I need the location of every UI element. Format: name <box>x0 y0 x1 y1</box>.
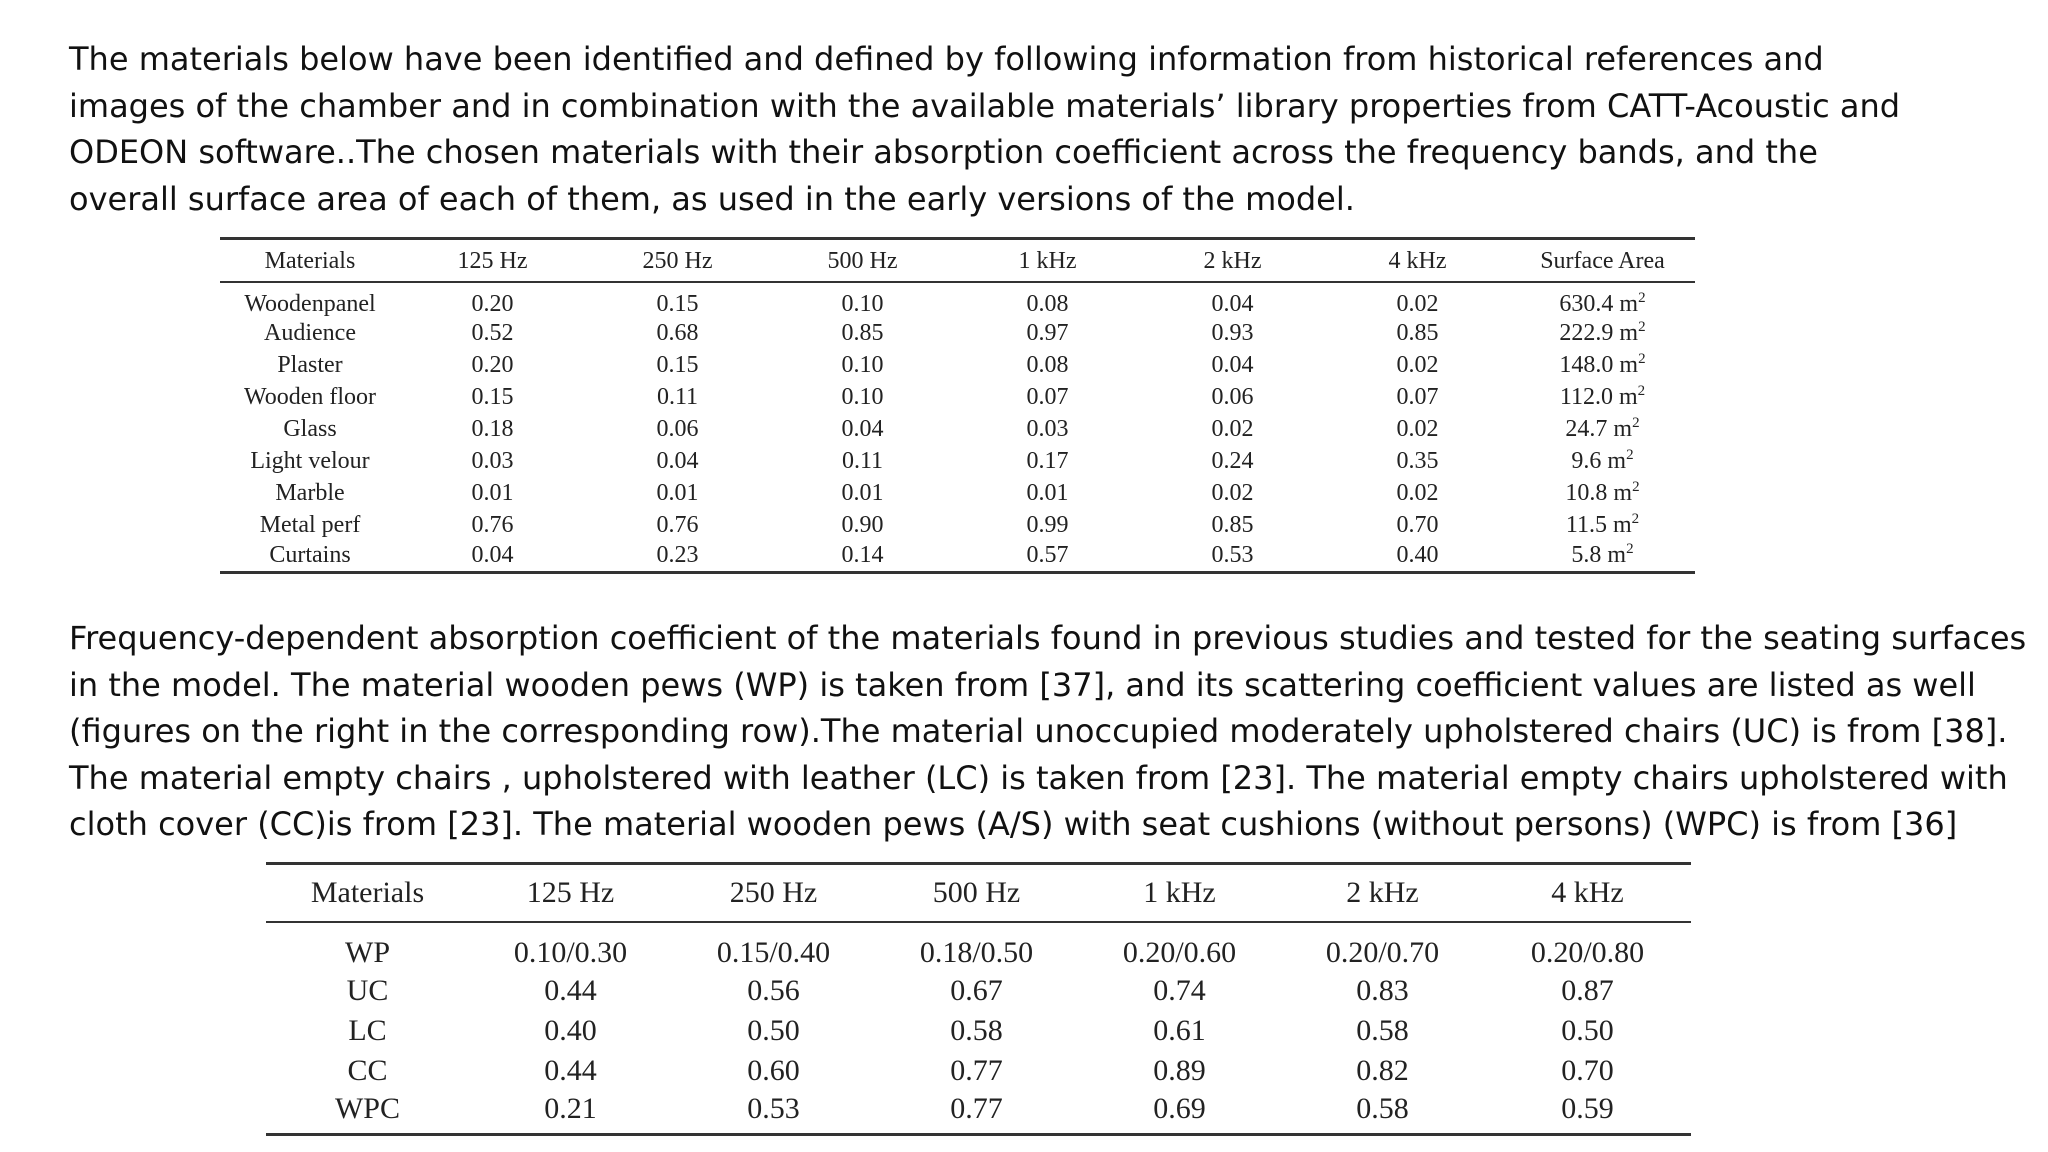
paragraph-line: ODEON software..The chosen materials with their absorption coefficient across the frequency bands, and the <box>69 133 1818 171</box>
table-body <box>220 282 1695 573</box>
absorption-cell: 0.10 <box>841 383 884 410</box>
absorption-cell: 0.40 <box>544 1013 597 1047</box>
column-header: 500 Hz <box>932 875 1021 909</box>
surface-area-value: 24.7 <box>1565 415 1608 442</box>
table-row <box>266 971 1691 1011</box>
absorption-cell: 0.87 <box>1561 973 1614 1007</box>
absorption-cell: 0.24 <box>1211 447 1254 474</box>
absorption-cell: 0.04 <box>1211 290 1254 317</box>
material-name-cell: Audience <box>264 319 356 346</box>
absorption-cell: 0.15/0.40 <box>716 935 831 969</box>
paragraph-line: Frequency-dependent absorption coefficient of the materials found in previous studies and tested for the seating surfaces <box>69 619 2027 657</box>
absorption-cell: 0.20/0.80 <box>1530 935 1645 969</box>
absorption-cell: 0.20/0.70 <box>1325 935 1440 969</box>
absorption-cell: 0.06 <box>1211 383 1254 410</box>
absorption-cell: 0.11 <box>656 383 699 410</box>
absorption-cell: 0.70 <box>1396 511 1439 538</box>
material-name-cell: Light velour <box>250 447 370 474</box>
table-row <box>220 349 1695 381</box>
table-row <box>220 381 1695 413</box>
absorption-cell: 0.04 <box>656 447 699 474</box>
surface-area-value: 10.8 <box>1565 479 1608 506</box>
paragraph-line: The materials below have been identified and defined by following information from historical references and <box>69 40 1824 78</box>
surface-area-cell <box>1510 381 1695 413</box>
absorption-cell: 0.07 <box>1396 383 1439 410</box>
intro-paragraph <box>69 36 1900 222</box>
absorption-cell: 0.58 <box>1356 1091 1409 1125</box>
column-header: 125 Hz <box>457 247 528 274</box>
absorption-cell: 0.03 <box>471 447 514 474</box>
absorption-cell: 0.58 <box>1356 1013 1409 1047</box>
column-header: Materials <box>310 875 425 909</box>
absorption-cell: 0.59 <box>1561 1091 1614 1125</box>
material-name-cell: Curtains <box>269 541 351 568</box>
absorption-cell: 0.08 <box>1026 351 1069 378</box>
table-row <box>266 1091 1691 1135</box>
area-unit-exponent: 2 <box>1626 540 1634 557</box>
absorption-cell: 0.06 <box>656 415 699 442</box>
absorption-cell: 0.69 <box>1153 1091 1206 1125</box>
absorption-cell: 0.20 <box>471 351 514 378</box>
absorption-cell: 0.76 <box>471 511 514 538</box>
area-unit: m <box>1619 351 1639 378</box>
material-name-cell: Glass <box>283 415 337 442</box>
column-header: 4 kHz <box>1388 247 1447 274</box>
material-name-cell: WPC <box>334 1091 400 1125</box>
table-row <box>220 413 1695 445</box>
absorption-cell: 0.85 <box>1396 319 1439 346</box>
absorption-cell: 0.17 <box>1026 447 1069 474</box>
area-unit: m <box>1613 479 1633 506</box>
area-unit: m <box>1619 290 1639 317</box>
absorption-cell: 0.02 <box>1396 415 1439 442</box>
absorption-cell: 0.70 <box>1561 1053 1614 1087</box>
material-name-cell: Wooden floor <box>243 383 377 410</box>
paragraph-line: in the model. The material wooden pews (WP) is taken from [37], and its scattering coefficient values are listed as well <box>69 665 1976 704</box>
column-header: Materials <box>264 247 356 274</box>
absorption-cell: 0.99 <box>1026 511 1069 538</box>
absorption-cell: 0.53 <box>747 1091 800 1125</box>
absorption-cell: 0.85 <box>841 319 884 346</box>
material-name-cell: LC <box>348 1013 387 1047</box>
absorption-cell: 0.10 <box>841 290 884 317</box>
absorption-cell: 0.82 <box>1356 1053 1409 1087</box>
absorption-cell: 0.93 <box>1211 319 1254 346</box>
absorption-cell: 0.56 <box>747 973 800 1007</box>
surface-area-value: 11.5 <box>1565 511 1607 538</box>
table-header-row <box>266 864 1691 922</box>
area-unit: m <box>1613 415 1633 442</box>
surface-area-cell <box>1510 413 1695 445</box>
surface-area-value: 148.0 <box>1559 351 1614 378</box>
absorption-cell: 0.90 <box>841 511 884 538</box>
absorption-cell: 0.68 <box>656 319 699 346</box>
absorption-cell: 0.67 <box>950 973 1003 1007</box>
absorption-cell: 0.18 <box>471 415 514 442</box>
area-unit: m <box>1607 447 1627 474</box>
seating-paragraph <box>69 615 2026 848</box>
area-unit-exponent: 2 <box>1632 414 1640 431</box>
seating-absorption-table <box>266 862 1691 1136</box>
material-name-cell: Plaster <box>277 351 343 378</box>
absorption-cell: 0.10 <box>841 351 884 378</box>
absorption-cell: 0.02 <box>1396 290 1439 317</box>
paragraph-line: images of the chamber and in combination with the available materials’ library properties from CATT-Acoustic and <box>69 86 1901 125</box>
table-row <box>220 477 1695 509</box>
surface-area-value: 9.6 <box>1571 447 1602 474</box>
absorption-cell: 0.83 <box>1356 973 1409 1007</box>
table-row <box>266 1051 1691 1091</box>
column-header: 125 Hz <box>526 875 615 909</box>
absorption-cell: 0.77 <box>950 1091 1003 1125</box>
absorption-cell: 0.58 <box>950 1013 1003 1047</box>
absorption-cell: 0.52 <box>471 319 514 346</box>
absorption-cell: 0.20/0.60 <box>1122 935 1237 969</box>
absorption-cell: 0.01 <box>841 479 884 506</box>
surface-area-value: 5.8 <box>1571 541 1602 568</box>
area-unit-exponent: 2 <box>1631 510 1640 527</box>
absorption-cell: 0.01 <box>1026 479 1069 506</box>
absorption-cell: 0.15 <box>656 351 699 378</box>
absorption-cell: 0.21 <box>544 1091 597 1125</box>
surface-area-cell <box>1510 477 1695 509</box>
area-unit-exponent: 2 <box>1637 382 1646 399</box>
absorption-cell: 0.02 <box>1396 351 1439 378</box>
surface-area-cell <box>1510 282 1695 317</box>
paragraph-line: (figures on the right in the corresponding row).The material unoccupied moderately upholstered chairs (UC) is from [38]. <box>69 712 2008 750</box>
surface-area-cell <box>1510 445 1695 477</box>
absorption-cell: 0.04 <box>1211 351 1254 378</box>
absorption-cell: 0.10/0.30 <box>513 935 628 969</box>
absorption-cell: 0.50 <box>747 1013 800 1047</box>
area-unit: m <box>1612 511 1632 538</box>
absorption-cell: 0.03 <box>1026 415 1069 442</box>
absorption-cell: 0.01 <box>471 479 514 506</box>
area-unit-exponent: 2 <box>1626 446 1634 463</box>
column-header: 500 Hz <box>827 247 898 274</box>
material-name-cell: Marble <box>275 479 345 506</box>
absorption-cell: 0.02 <box>1211 415 1254 442</box>
area-unit-exponent: 2 <box>1638 289 1646 306</box>
absorption-cell: 0.60 <box>747 1053 800 1087</box>
absorption-cell: 0.14 <box>841 541 884 568</box>
absorption-cell: 0.97 <box>1026 319 1069 346</box>
absorption-cell: 0.01 <box>656 479 699 506</box>
material-name-cell: Woodenpanel <box>244 290 376 317</box>
absorption-cell: 0.20 <box>471 290 514 317</box>
table-header-row <box>220 239 1695 282</box>
absorption-cell: 0.89 <box>1153 1053 1206 1087</box>
material-name-cell: CC <box>347 1053 388 1087</box>
area-unit: m <box>1607 541 1627 568</box>
surface-area-value: 630.4 <box>1559 290 1614 317</box>
column-header: 1 kHz <box>1143 875 1216 909</box>
absorption-cell: 0.02 <box>1396 479 1439 506</box>
absorption-cell: 0.76 <box>656 511 699 538</box>
table-body <box>266 922 1691 1135</box>
absorption-cell: 0.15 <box>471 383 514 410</box>
column-header: 2 kHz <box>1203 247 1262 274</box>
table-row <box>220 317 1695 349</box>
area-unit: m <box>1618 383 1638 410</box>
material-name-cell: UC <box>346 973 389 1007</box>
table-row <box>220 445 1695 477</box>
absorption-cell: 0.11 <box>841 447 884 474</box>
surface-area-cell <box>1510 349 1695 381</box>
area-unit: m <box>1619 319 1639 346</box>
absorption-cell: 0.07 <box>1026 383 1069 410</box>
area-unit-exponent: 2 <box>1632 478 1640 495</box>
absorption-cell: 0.04 <box>841 415 884 442</box>
absorption-cell: 0.50 <box>1561 1013 1614 1047</box>
area-unit-exponent: 2 <box>1638 350 1646 367</box>
paragraph-line: overall surface area of each of them, as used in the early versions of the model. <box>69 179 1355 218</box>
column-header: 250 Hz <box>642 247 713 274</box>
column-header: Surface Area <box>1540 247 1665 274</box>
material-name-cell: Metal perf <box>259 511 361 538</box>
material-name-cell: WP <box>345 935 390 969</box>
absorption-cell: 0.44 <box>544 1053 597 1087</box>
column-header: 2 kHz <box>1346 875 1419 909</box>
absorption-cell: 0.40 <box>1396 541 1439 568</box>
column-header: 1 kHz <box>1018 247 1077 274</box>
surface-area-value: 222.9 <box>1559 319 1614 346</box>
table-row <box>220 541 1695 573</box>
absorption-cell: 0.61 <box>1153 1013 1206 1047</box>
absorption-cell: 0.53 <box>1211 541 1254 568</box>
table-row <box>266 922 1691 971</box>
absorption-cell: 0.15 <box>656 290 699 317</box>
table-row <box>220 282 1695 317</box>
materials-surface-area-table <box>220 237 1695 574</box>
absorption-cell: 0.04 <box>471 541 514 568</box>
absorption-cell: 0.85 <box>1211 511 1254 538</box>
surface-area-cell <box>1510 509 1695 541</box>
absorption-cell: 0.57 <box>1026 541 1069 568</box>
table-row <box>220 509 1695 541</box>
paragraph-line: The material empty chairs , upholstered with leather (LC) is taken from [23]. The material empty chairs upholstered with <box>69 758 2008 797</box>
absorption-cell: 0.02 <box>1211 479 1254 506</box>
surface-area-cell <box>1510 317 1695 349</box>
column-header: 4 kHz <box>1551 875 1624 909</box>
surface-area-cell <box>1510 541 1695 573</box>
absorption-cell: 0.18/0.50 <box>919 935 1034 969</box>
absorption-cell: 0.23 <box>656 541 699 568</box>
absorption-cell: 0.35 <box>1396 447 1439 474</box>
surface-area-value: 112.0 <box>1559 383 1613 410</box>
column-header: 250 Hz <box>729 875 818 909</box>
area-unit-exponent: 2 <box>1638 318 1646 335</box>
absorption-cell: 0.08 <box>1026 290 1069 317</box>
absorption-cell: 0.74 <box>1153 973 1206 1007</box>
absorption-cell: 0.77 <box>950 1053 1003 1087</box>
table-row <box>266 1011 1691 1051</box>
paragraph-line: cloth cover (CC)is from [23]. The material wooden pews (A/S) with seat cushions (without persons) (WPC) is from [36] <box>69 805 1958 843</box>
absorption-cell: 0.44 <box>544 973 597 1007</box>
